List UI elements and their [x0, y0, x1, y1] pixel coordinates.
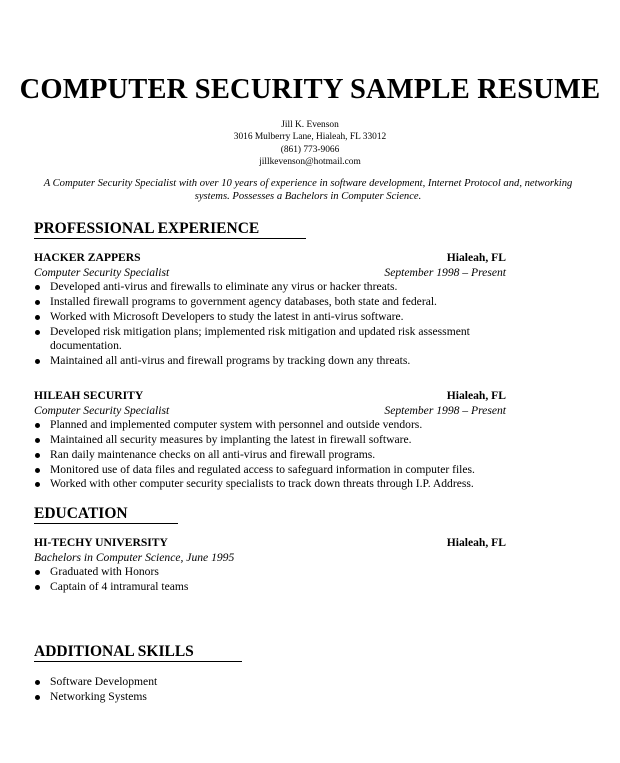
section-heading-experience — [34, 220, 306, 239]
section-heading-skills — [34, 643, 242, 662]
contact-name: Jill K. Evenson — [281, 120, 339, 130]
job-bullets — [34, 418, 506, 492]
bullet-icon — [35, 453, 40, 458]
education-subheader — [34, 551, 506, 566]
list-item — [34, 418, 506, 433]
summary: A Computer Security Specialist with over 10 years of experience in software development, Internet Protocol and, networking systems. Possesses a Bachelors in Computer Science. — [43, 178, 573, 202]
education-entry — [34, 536, 506, 595]
education-header — [34, 536, 506, 551]
school-name: HI-TECHY UNIVERSITY — [34, 536, 168, 549]
job-location: Hialeah, FL — [446, 389, 506, 402]
section-heading-text: PROFESSIONAL EXPERIENCE — [34, 220, 306, 239]
list-item — [34, 690, 506, 705]
bullet-icon — [35, 468, 40, 473]
bullet-icon — [35, 695, 40, 700]
section-heading-text: ADDITIONAL SKILLS — [34, 643, 242, 662]
list-item — [34, 477, 506, 492]
list-item — [34, 463, 506, 478]
bullet-icon — [35, 315, 40, 320]
list-item-text: Worked with other computer security specialists to track down threats through I.P. Address. — [50, 477, 474, 491]
job-header — [34, 251, 506, 266]
job-entry — [34, 251, 506, 369]
company-name: HILEAH SECURITY — [34, 389, 144, 402]
list-item — [34, 675, 506, 690]
list-item-text: Ran daily maintenance checks on all anti-virus and firewall programs. — [50, 447, 376, 461]
bullet-icon — [35, 285, 40, 290]
bullet-icon — [35, 680, 40, 685]
education-bullets — [34, 565, 506, 594]
job-role: Computer Security Specialist — [34, 403, 170, 417]
list-item-text: Developed anti-virus and firewalls to eliminate any virus or hacker threats. — [50, 280, 398, 294]
bullet-icon — [35, 300, 40, 305]
job-subheader — [34, 404, 506, 419]
list-item-text: Maintained all anti-virus and firewall programs by tracking down any threats. — [50, 353, 411, 367]
list-item-text: Networking Systems — [50, 689, 147, 703]
list-item — [34, 448, 506, 463]
bullet-icon — [35, 330, 40, 335]
list-item-text: Planned and implemented computer system with personnel and outside vendors. — [50, 418, 423, 432]
list-item-text: Developed risk mitigation plans; implemented risk mitigation and updated risk assessment documentation. — [50, 324, 470, 353]
skills-bullets — [34, 675, 506, 704]
list-item — [34, 354, 506, 369]
bullet-icon — [35, 423, 40, 428]
job-bullets — [34, 280, 506, 368]
list-item-text: Graduated with Honors — [50, 565, 159, 579]
section-heading-text: EDUCATION — [34, 505, 178, 524]
bullet-icon — [35, 570, 40, 575]
job-location: Hialeah, FL — [446, 251, 506, 264]
list-item — [34, 433, 506, 448]
page-title: COMPUTER SECURITY SAMPLE RESUME — [19, 74, 601, 105]
job-header — [34, 389, 506, 404]
school-location: Hialeah, FL — [446, 536, 506, 549]
bullet-icon — [35, 438, 40, 443]
list-item — [34, 310, 506, 325]
list-item-text: Captain of 4 intramural teams — [50, 580, 189, 594]
job-dates: September 1998 – Present — [384, 403, 506, 417]
list-item — [34, 580, 506, 595]
list-item-text: Installed firewall programs to government agency databases, both state and federal. — [50, 295, 437, 309]
job-entry — [34, 389, 506, 492]
list-item — [34, 280, 506, 295]
job-role: Computer Security Specialist — [34, 265, 170, 279]
list-item — [34, 295, 506, 310]
degree: Bachelors in Computer Science, June 1995 — [34, 550, 235, 564]
contact-block — [0, 119, 620, 169]
job-dates: September 1998 – Present — [384, 265, 506, 279]
bullet-icon — [35, 359, 40, 364]
skills-entry — [34, 675, 506, 704]
list-item-text: Worked with Microsoft Developers to study the latest in anti-virus software. — [50, 309, 404, 323]
list-item-text: Maintained all security measures by implanting the latest in firewall software. — [50, 433, 412, 447]
bullet-icon — [35, 585, 40, 590]
list-item — [34, 565, 506, 580]
bullet-icon — [35, 482, 40, 487]
list-item-text: Software Development — [50, 675, 158, 688]
section-heading-education — [34, 505, 178, 524]
list-item — [34, 325, 506, 354]
contact-email: jillkevenson@hotmail.com — [259, 157, 361, 168]
contact-phone: (861) 773-9066 — [280, 144, 340, 155]
company-name: HACKER ZAPPERS — [34, 251, 141, 264]
contact-address: 3016 Mulberry Lane, Hialeah, FL 33012 — [233, 132, 387, 143]
list-item-text: Monitored use of data files and regulated access to safeguard information in computer files. — [50, 462, 475, 476]
job-subheader — [34, 266, 506, 281]
